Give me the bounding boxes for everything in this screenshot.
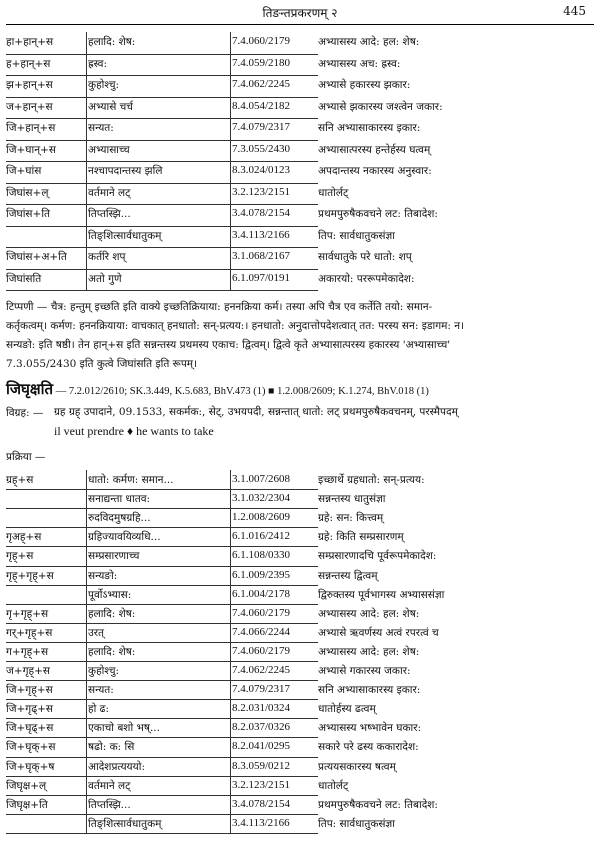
explanation-cell: सार्वधातुके परे धातो: शप् xyxy=(318,251,412,263)
sutra-cell: सन्यत: xyxy=(88,122,114,134)
sutra-cell: आदेशप्रत्यययो: xyxy=(88,760,145,773)
form-cell: ज+हान्+स xyxy=(6,100,53,113)
sutra-cell: कुहोश्चु: xyxy=(88,79,120,91)
vigraha-text: ग्रह ग्रह् उपादाने, 09.1533, सकर्मक:, सेट्, उभयपदी, सन्नन्तात् धातो: लट् प्रथमपुरुषैकवचनम्, परस्मैपदम् xyxy=(54,406,458,418)
explanation-cell: प्रथमपुरुषैकवचने लट: तिबादेश: xyxy=(318,798,438,811)
form-cell: जि+घांस xyxy=(6,165,42,177)
table-row xyxy=(0,250,600,269)
sutra-cell: तिङ्शित्सार्वधातुकम् xyxy=(88,817,162,830)
row-divider xyxy=(6,161,318,162)
form-cell: जि+घान्+स xyxy=(6,143,56,156)
sutra-cell: तिङ्शित्सार्वधातुकम् xyxy=(88,229,162,242)
sutra-cell: अभ्यासाच्च xyxy=(88,143,130,156)
explanation-cell: धातोर्लट् xyxy=(318,186,349,199)
sutra-cell: अतो गुणे xyxy=(88,272,122,285)
sutra-number-cell: 7.3.055/2430 xyxy=(232,142,291,155)
sutra-number-cell: 6.1.016/2412 xyxy=(232,530,291,543)
explanation-cell: अभ्यासस्य आदे: हल: शेष: xyxy=(318,607,420,620)
row-divider xyxy=(6,737,318,738)
table-row xyxy=(0,143,600,162)
prakriya-label: प्रक्रिया — xyxy=(6,451,46,463)
form-cell: जि+गृढ्+स xyxy=(6,703,54,716)
form-cell: जि+गृह्+स xyxy=(6,684,53,697)
sutra-number-cell: 8.2.031/0324 xyxy=(232,702,291,715)
explanation-cell: अकारयो: पररूपमेकादेश: xyxy=(318,272,415,285)
table-row xyxy=(0,35,600,54)
sutra-cell: पूर्वोऽभ्यास: xyxy=(88,588,132,601)
sutra-cell: सम्प्रसारणाच्च xyxy=(88,550,140,563)
row-divider xyxy=(6,680,318,681)
sutra-number-cell: 7.4.079/2317 xyxy=(232,121,291,133)
sutra-number-cell: 6.1.097/0191 xyxy=(232,271,291,284)
row-divider xyxy=(6,489,318,490)
form-cell: गृह्+गृह्+स xyxy=(6,569,54,582)
sutra-number-cell: 3.2.123/2151 xyxy=(232,185,291,198)
explanation-cell: सकारे परे ढस्य ककारादेश: xyxy=(318,741,419,754)
sutra-cell: धातो: कर्मण: समान... xyxy=(88,474,174,486)
sutra-number-cell: 3.4.113/2166 xyxy=(232,816,290,829)
row-divider xyxy=(6,140,318,141)
table-row xyxy=(0,272,600,291)
row-divider xyxy=(6,118,318,119)
explanation-cell: अभ्यासस्य भष्भावेन घकार: xyxy=(318,722,422,735)
row-divider xyxy=(6,642,318,643)
row-divider xyxy=(6,527,318,528)
table-row xyxy=(0,207,600,226)
explanation-cell: सनि अभ्यासाकारस्य इकार: xyxy=(318,684,421,697)
explanation-cell: तिप: सार्वधातुकसंज्ञा xyxy=(318,817,395,830)
table-row xyxy=(0,100,600,119)
explanation-cell: अपदान्तस्य नकारस्य अनुस्वार: xyxy=(318,165,432,177)
explanation-cell: अभ्यासे गकारस्य जकार: xyxy=(318,665,411,677)
sutra-number-cell: 8.2.037/0326 xyxy=(232,721,291,734)
page-header xyxy=(0,4,600,22)
sutra-number-cell: 8.4.054/2182 xyxy=(232,99,291,112)
table-row xyxy=(0,186,600,205)
form-cell: गृअह्+स xyxy=(6,531,42,544)
explanation-cell: धातोर्हस्य ढत्वम् xyxy=(318,703,376,716)
headword: जिघृक्षति xyxy=(6,380,54,398)
sutra-cell: उरत् xyxy=(88,626,105,639)
explanation-cell: अभ्यासे झकारस्य जश्त्वेन जकार: xyxy=(318,100,443,113)
row-divider xyxy=(6,795,318,796)
sutra-cell: ह्रस्व: xyxy=(88,57,108,70)
column-divider xyxy=(230,32,231,290)
row-divider xyxy=(6,226,318,227)
explanation-cell: ग्रहे: सन: कित्त्वम् xyxy=(318,512,384,525)
form-cell: जिघांस+अ+ति xyxy=(6,251,67,263)
table-row xyxy=(0,78,600,97)
row-divider xyxy=(6,814,318,815)
table-row xyxy=(0,57,600,76)
sutra-number-cell: 6.1.108/0330 xyxy=(232,549,291,562)
sutra-cell: षढो: क: सि xyxy=(88,741,135,754)
form-cell: जिघांस+ति xyxy=(6,208,51,220)
table-row xyxy=(0,164,600,183)
row-divider xyxy=(6,718,318,719)
sutra-cell: हलादि: शेष: xyxy=(88,607,136,620)
table-row xyxy=(0,121,600,140)
explanation-cell: अभ्यासे हकारस्य झकार: xyxy=(318,79,411,91)
sutra-cell: नश्चापदान्तस्य झलि xyxy=(88,165,163,177)
sutra-number-cell: 3.1.032/2304 xyxy=(232,492,291,505)
sutra-cell: वर्तमाने लट् xyxy=(88,186,131,199)
sutra-cell: कुहोश्चु: xyxy=(88,665,120,677)
sutra-cell: वर्तमाने लट् xyxy=(88,779,131,792)
sutra-number-cell: 3.1.068/2167 xyxy=(232,250,291,262)
sutra-cell: एकाचो बशो भष्... xyxy=(88,722,160,735)
explanation-cell: प्रत्ययसकारस्य षत्वम् xyxy=(318,760,396,773)
sutra-number-cell: 7.4.060/2179 xyxy=(232,35,291,47)
form-cell: जिघांसति xyxy=(6,272,42,285)
sutra-cell: ग्रहिज्यावयिव्यधि... xyxy=(88,531,161,544)
row-divider xyxy=(6,54,318,55)
form-cell: ह+हान्+स xyxy=(6,57,51,70)
running-title: तिङन्तप्रकरणम् २ xyxy=(262,6,338,20)
column-divider xyxy=(230,470,231,833)
vigraha-gloss: il veut prendre ♦ he wants to take xyxy=(54,424,214,438)
sutra-number-cell: 8.3.024/0123 xyxy=(232,164,291,176)
explanation-cell: सम्प्रसारणादचि पूर्वरूपमेकादेश: xyxy=(318,550,437,563)
form-cell: जि+हान्+स xyxy=(6,122,56,134)
explanation-cell: तिप: सार्वधातुकसंज्ञा xyxy=(318,229,395,242)
form-cell: जिघांस+ल् xyxy=(6,186,49,199)
entry-references: — 7.2.012/2610; SK.3.449, K.5.683, BhV.473 (1) ■ 1.2.008/2609; K.1.274, BhV.018 (1) xyxy=(53,386,429,397)
explanation-cell: अभ्यासे ऋवर्णस्य अत्वं रपरत्वं च xyxy=(318,626,439,639)
row-divider xyxy=(6,269,318,270)
row-divider xyxy=(6,546,318,547)
sutra-number-cell: 7.4.062/2245 xyxy=(232,78,291,90)
explanation-cell: अभ्यासात्परस्य हन्तेर्हस्य घत्वम् xyxy=(318,143,431,156)
sutra-cell: कर्तरि शप् xyxy=(88,251,126,263)
table-row xyxy=(0,229,600,248)
row-divider xyxy=(6,776,318,777)
sutra-cell: सनाद्यन्ता धातव: xyxy=(88,493,151,506)
row-divider xyxy=(6,290,318,291)
explanation-cell: अभ्यासस्य आदे: हल: शेष: xyxy=(318,645,420,658)
row-divider xyxy=(6,623,318,624)
explanation-cell: अभ्यासस्य अच: ह्रस्व: xyxy=(318,57,401,70)
explanation-cell: सनि अभ्यासाकारस्य इकार: xyxy=(318,122,421,134)
sutra-number-cell: 8.3.059/0212 xyxy=(232,759,291,772)
form-cell: जि+घृक्+ष xyxy=(6,760,55,773)
sutra-number-cell: 1.2.008/2609 xyxy=(232,511,291,524)
sutra-number-cell: 3.2.123/2151 xyxy=(232,778,291,791)
sutra-number-cell: 7.4.079/2317 xyxy=(232,683,291,696)
row-divider xyxy=(6,508,318,509)
sutra-number-cell: 7.4.062/2245 xyxy=(232,664,291,676)
explanation-cell: इच्छार्थे ग्रहधातो: सन्-प्रत्यय: xyxy=(318,474,425,486)
row-divider xyxy=(6,604,318,605)
explanation-cell: सन्नन्तस्य धातुसंज्ञा xyxy=(318,493,386,506)
note-line: टिप्पणी — चैत्र: हन्तुम् इच्छति इति वाक्ये इच्छतिक्रियाया: हननक्रिया कर्म। तस्या अपि चैत्र एव कर्तेति तयो: समान- xyxy=(6,301,433,313)
form-cell: गृ+गृह्+स xyxy=(6,607,49,620)
entry-heading xyxy=(6,379,596,399)
note-line: कर्तृकत्वम्। कर्मण: हननक्रियाया: वाचकात् हनधातो: सन्-प्रत्यय:। हनधातो: अनुदात्तोपदेशत्वात् तत: परस्य सन: इडागम: न। xyxy=(6,320,465,332)
sutra-cell: अभ्यासे चर्च xyxy=(88,100,133,113)
sutra-cell: रुदविदमुषग्रहि... xyxy=(88,512,151,525)
sutra-cell: हलादि: शेष: xyxy=(88,36,136,48)
vigraha-label: विग्रह: — xyxy=(6,407,44,419)
row-divider xyxy=(6,699,318,700)
sutra-number-cell: 7.4.060/2179 xyxy=(232,606,291,619)
form-cell: झ+हान्+स xyxy=(6,79,53,91)
form-cell: हा+हान्+स xyxy=(6,36,54,48)
form-cell: जिघृक्ष+ल् xyxy=(6,779,47,792)
sutra-cell: तिप्तस्झि... xyxy=(88,208,131,220)
sutra-number-cell: 3.4.078/2154 xyxy=(232,207,291,219)
explanation-cell: प्रथमपुरुषैकवचने लट: तिबादेश: xyxy=(318,208,438,220)
form-cell: गर्+गृह्+स xyxy=(6,626,53,639)
sutra-cell: सन्यङो: xyxy=(88,569,118,582)
page-number: 445 xyxy=(563,4,586,18)
note-line: 7.3.055/2430 इति कुत्वे जिघांसति इति रूपम्। xyxy=(6,358,198,370)
explanation-cell: सन्नन्तस्य द्वित्वम् xyxy=(318,569,378,582)
sutra-cell: हलादि: शेष: xyxy=(88,645,136,658)
row-divider xyxy=(6,204,318,205)
column-divider xyxy=(86,470,87,833)
note-line: सन्यङो: इति षष्ठी। तेन हान्+स इति सन्नन्तस्य प्रथमस्य एकाच: द्वित्वम्। द्वित्वे कृते अभ्यासात्परस्य हकारस्य 'अभ्यासाच्च' xyxy=(6,339,451,351)
form-cell: गृह्+स xyxy=(6,550,34,563)
form-cell: जि+घृक्+स xyxy=(6,741,56,754)
explanation-cell: धातोर्लट् xyxy=(318,779,349,792)
sutra-number-cell: 7.4.066/2244 xyxy=(232,625,291,638)
sutra-number-cell: 7.4.059/2180 xyxy=(232,56,291,69)
column-divider xyxy=(86,32,87,290)
sutra-cell: तिप्तस्झि... xyxy=(88,798,131,811)
row-divider xyxy=(6,183,318,184)
sutra-number-cell: 7.4.060/2179 xyxy=(232,644,291,657)
form-cell: जिघृक्ष+ति xyxy=(6,798,48,811)
form-cell: ग+गृह्+स xyxy=(6,645,49,658)
explanation-cell: द्विरुक्तस्य पूर्वभागस्य अभ्याससंज्ञा xyxy=(318,588,445,601)
header-rule xyxy=(6,24,594,25)
row-divider xyxy=(6,97,318,98)
sutra-number-cell: 6.1.004/2178 xyxy=(232,587,291,600)
sutra-cell: सन्यत: xyxy=(88,684,114,697)
sutra-number-cell: 3.1.007/2608 xyxy=(232,473,291,485)
sutra-number-cell: 8.2.041/0295 xyxy=(232,740,291,753)
sutra-number-cell: 3.4.078/2154 xyxy=(232,797,291,810)
form-cell: जि+घृढ्+स xyxy=(6,722,54,735)
row-divider xyxy=(6,566,318,567)
explanation-cell: ग्रहे: किति सम्प्रसारणम् xyxy=(318,531,404,544)
row-divider xyxy=(6,757,318,758)
form-cell: ज+गृह्+स xyxy=(6,665,50,677)
sutra-number-cell: 6.1.009/2395 xyxy=(232,568,291,581)
row-divider xyxy=(6,661,318,662)
row-divider xyxy=(6,247,318,248)
sutra-cell: हो ढ: xyxy=(88,703,110,716)
form-cell: ग्रह्+स xyxy=(6,474,34,486)
explanation-cell: अभ्यासस्य आदे: हल: शेष: xyxy=(318,36,420,48)
row-divider xyxy=(6,75,318,76)
sutra-number-cell: 3.4.113/2166 xyxy=(232,228,290,241)
row-divider xyxy=(6,833,318,834)
row-divider xyxy=(6,585,318,586)
